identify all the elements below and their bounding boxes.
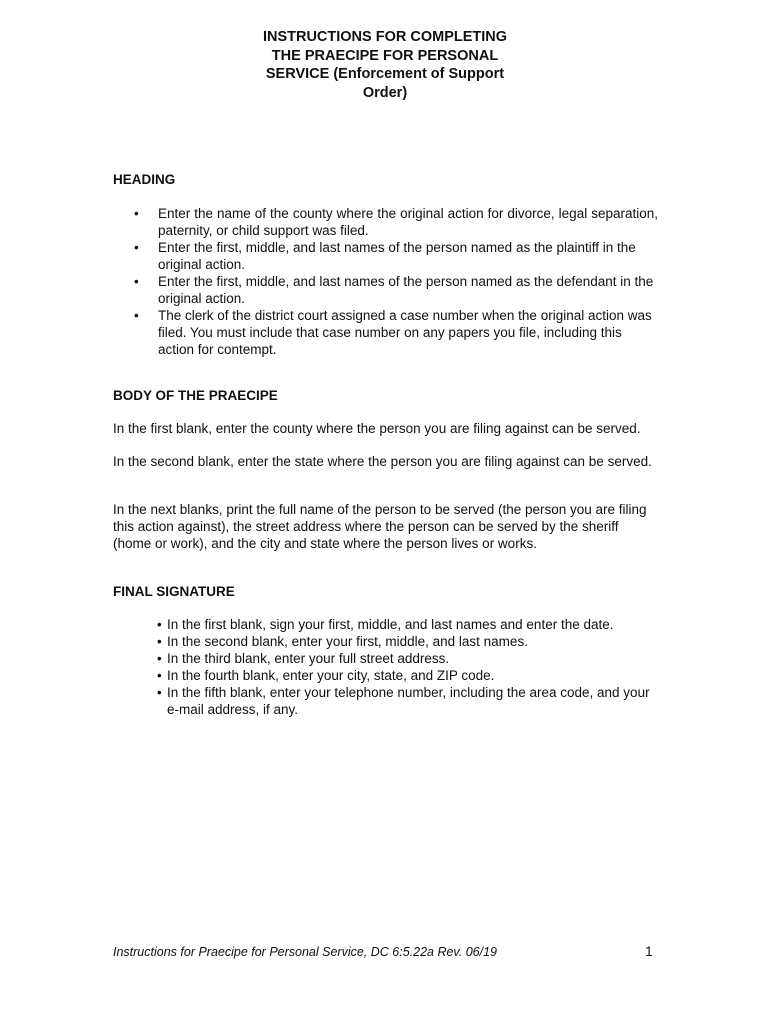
bullet-icon: • [157,617,162,632]
list-item [157,684,657,718]
footer-form-reference: Instructions for Praecipe for Personal Service, DC 6:5.22a Rev. 06/19 [113,945,497,959]
list-item-text: In the fourth blank, enter your city, state, and ZIP code. [167,668,495,683]
bullet-icon: • [157,634,162,649]
title-line-4: Order) [362,84,408,101]
body-paragraph-1: In the first blank, enter the county where the person you are filing against can be served. [113,421,641,436]
body-paragraph-2: In the second blank, enter the state where the person you are filing against can be served. [113,454,652,469]
final-signature-list [157,616,657,718]
bullet-icon: • [134,274,139,289]
document-title [230,28,540,102]
bullet-icon: • [157,668,162,683]
list-item [157,633,657,650]
bullet-icon: • [157,651,162,666]
list-item-text: The clerk of the district court assigned a case number when the original action was filed. You must include that case number on any papers you file, including this action for contempt. [158,308,652,357]
list-item [157,667,657,684]
list-item-text: Enter the first, middle, and last names of the person named as the plaintiff in the original action. [158,240,636,272]
list-item-text: Enter the name of the county where the original action for divorce, legal separation, paternity, or child support was filed. [158,206,658,238]
list-item-text: In the second blank, enter your first, middle, and last names. [167,634,528,649]
heading-section-title: HEADING [113,172,176,187]
bullet-icon: • [134,240,139,255]
title-line-3: SERVICE (Enforcement of Support [265,66,505,82]
list-item [113,307,658,358]
title-line-2: THE PRAECIPE FOR PERSONAL [271,47,499,64]
list-item-text: In the third blank, enter your full street address. [167,651,450,666]
heading-instructions-list [113,205,658,358]
title-line-1: INSTRUCTIONS FOR COMPLETING [262,29,508,45]
page-number: 1 [645,943,653,959]
body-paragraph-3: In the next blanks, print the full name of the person to be served (the person you are filing this action against), the street address where the person can be served by the sheriff (home or work), and the city and state where the person lives or works. [113,502,647,551]
list-item-text: In the fifth blank, enter your telephone number, including the area code, and your e-mail address, if any. [167,685,650,717]
final-signature-title: FINAL SIGNATURE [113,584,235,599]
list-item-text: In the first blank, sign your first, middle, and last names and enter the date. [167,617,614,632]
list-item-text: Enter the first, middle, and last names of the person named as the defendant in the original action. [158,274,654,306]
list-item [113,205,658,239]
list-item [157,616,657,633]
list-item [113,273,658,307]
body-section-title: BODY OF THE PRAECIPE [113,388,278,403]
bullet-icon: • [134,206,139,221]
list-item [157,650,657,667]
bullet-icon: • [157,685,162,700]
list-item [113,239,658,273]
bullet-icon: • [134,308,139,323]
